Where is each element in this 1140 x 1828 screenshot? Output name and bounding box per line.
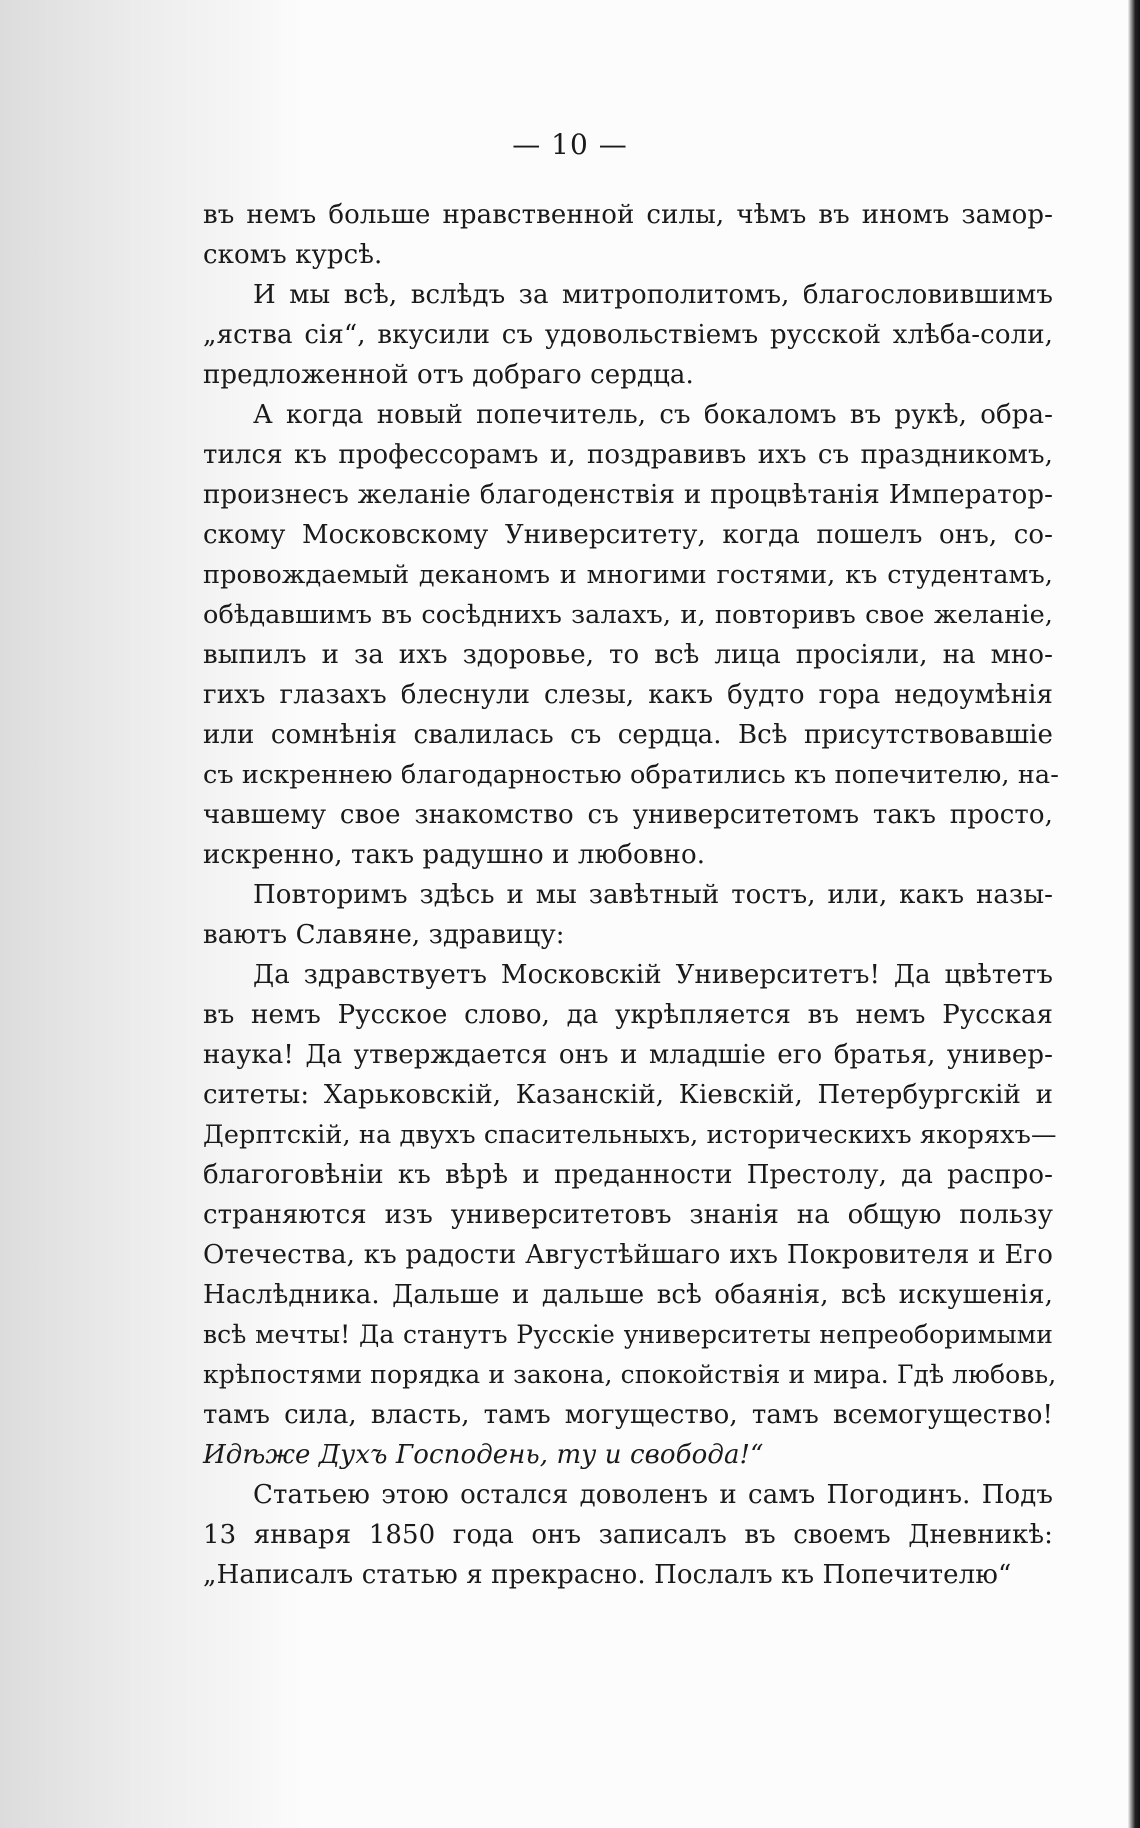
- text-line: въ немъ Русское слово, да укрѣпляется въ немъ Русская: [203, 1000, 1053, 1030]
- text-line: А когда новый попечитель, съ бокаломъ въ рукѣ, обра-: [253, 400, 1053, 430]
- text-line: ситеты: Харьковскій, Казанскій, Кіевскій, Петербургскій и: [203, 1080, 1053, 1110]
- text-line: чавшему свое знакомство съ университетомъ такъ просто,: [203, 800, 1053, 830]
- text-line: Да здравствуетъ Московскій Университетъ! Да цвѣтетъ: [253, 960, 1053, 990]
- text-line: тился къ профессорамъ и, поздравивъ ихъ съ праздникомъ,: [203, 440, 1053, 470]
- text-line: всѣ мечты! Да станутъ Русскіе университеты непреоборимыми: [203, 1320, 1053, 1349]
- text-line: 13 января 1850 года онъ записалъ въ своемъ Дневникѣ:: [203, 1520, 1053, 1550]
- text-line: „яства сія“, вкусили съ удовольствіемъ русской хлѣба-соли,: [203, 320, 1053, 350]
- text-line: предложенной отъ добраго сердца.: [203, 360, 694, 390]
- text-line: искренно, такъ радушно и любовно.: [203, 840, 706, 870]
- text-line: гихъ глазахъ блеснули слезы, какъ будто гора недоумѣнія: [203, 680, 1053, 710]
- text-line: И мы всѣ, вслѣдъ за митрополитомъ, благословившимъ: [253, 280, 1053, 310]
- text-line: выпилъ и за ихъ здоровье, то всѣ лица просіяли, на мно-: [203, 640, 1053, 670]
- page-edge: [1128, 0, 1140, 1828]
- text-line: или сомнѣнія свалилась съ сердца. Всѣ присутствовавшіе: [203, 720, 1053, 750]
- text-line: провождаемый деканомъ и многими гостями, къ студентамъ,: [203, 560, 1053, 590]
- text-line: скому Московскому Университету, когда пошелъ онъ, со-: [203, 520, 1053, 550]
- text-line: крѣпостями порядка и закона, спокойствія и мира. Гдѣ любовь,: [203, 1360, 1057, 1389]
- text-line: Идѣже Духъ Господень, ту и свобода!“: [203, 1440, 764, 1470]
- page-number: — 10 —: [512, 128, 628, 161]
- text-line: страняются изъ университетовъ знанія на общую пользу: [203, 1200, 1053, 1230]
- text-line: произнесъ желаніе благоденствія и процвѣтанія Император-: [203, 480, 1053, 510]
- text-line: Наслѣдника. Дальше и дальше всѣ обаянія, всѣ искушенія,: [203, 1280, 1053, 1310]
- text-line: Статьею этою остался доволенъ и самъ Погодинъ. Подъ: [253, 1480, 1053, 1510]
- text-line: „Написалъ статью я прекрасно. Послалъ къ Попечителю“: [203, 1560, 1012, 1590]
- text-line: благоговѣніи къ вѣрѣ и преданности Престолу, да распро-: [203, 1160, 1053, 1190]
- text-line: ваютъ Славяне, здравицу:: [203, 920, 565, 950]
- text-line: скомъ курсѣ.: [203, 240, 383, 270]
- text-line: обѣдавшимъ въ сосѣднихъ залахъ, и, повторивъ свое желаніе,: [203, 600, 1053, 630]
- text-line: наука! Да утверждается онъ и младшіе его братья, универ-: [203, 1040, 1053, 1070]
- text-line: съ искреннею благодарностью обратились къ попечителю, на-: [203, 760, 1059, 790]
- text-line: Дерптскій, на двухъ спасительныхъ, историческихъ якоряхъ—: [203, 1120, 1057, 1150]
- text-line: тамъ сила, власть, тамъ могущество, тамъ всемогущество!: [203, 1400, 1053, 1430]
- text-line: въ немъ больше нравственной силы, чѣмъ въ иномъ замор-: [203, 200, 1053, 230]
- text-line: Повторимъ здѣсь и мы завѣтный тостъ, или, какъ назы-: [253, 880, 1053, 910]
- text-line: Отечества, къ радости Августѣйшаго ихъ Покровителя и Его: [203, 1240, 1053, 1270]
- body-text: [203, 195, 1059, 1595]
